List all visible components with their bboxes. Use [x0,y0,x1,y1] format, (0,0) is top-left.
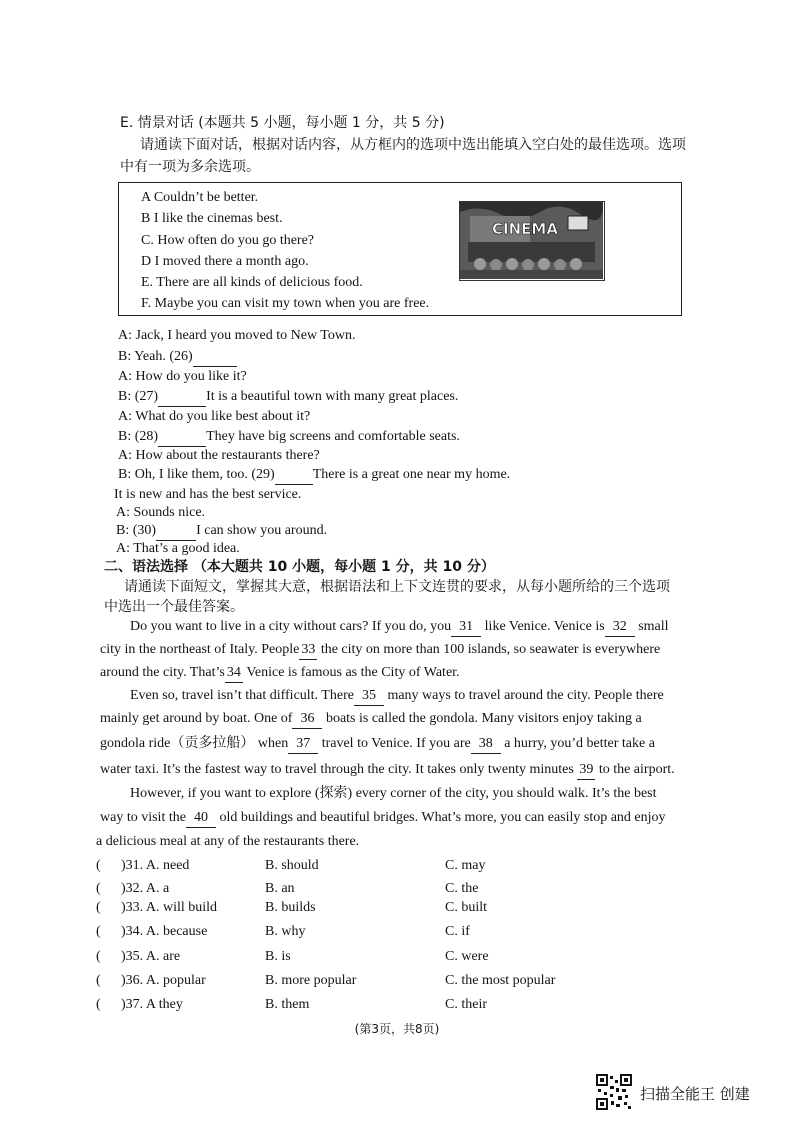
dialogue-line-2: B: Yeah. (26) [118,348,237,367]
question-35: ( )35. A. are B. is C. were [96,949,489,964]
section-ii-heading: 二、语法选择 （本大题共 10 小题，每小题 1 分，共 10 分） [104,559,495,575]
passage-p1-line-2: city in the northeast of Italy. People 33 the city on more than 100 islands, so seawater is everywhere [100,641,660,660]
passage-p2-line-2: mainly get around by boat. One of 36 boats is called the gondola. Many visitors enjoy taking a [100,710,642,729]
dialogue-line-12: A: That’s a good idea. [116,541,240,556]
passage-p2-line-4: water taxi. It’s the fastest way to travel through the city. It takes only twenty minutes 39 to the airport. [100,761,675,780]
option-f: F. Maybe you can visit my town when you are free. [141,296,430,311]
option-d: D I moved there a month ago. [141,254,309,269]
dialogue-line-5: A: What do you like best about it? [118,409,311,424]
page-footer: (第3页，共8页) [354,1022,440,1036]
cinema-sign: CINEMA [492,220,558,238]
question-37: ( )37. A they B. them C. their [96,997,487,1012]
question-31: ( )31. A. need B. should C. may [96,858,486,873]
dialogue-line-6: B: (28) They have big screens and comfortable seats. [118,428,460,447]
passage-p1-line-3: around the city. That’s 34 Venice is famous as the City of Water. [100,664,460,683]
passage-p3-line-1: However, if you want to explore (探索) every corner of the city, you should walk. It’s the best [130,786,657,801]
dialogue-line-11: B: (30) I can show you around. [116,522,327,541]
passage-p3-line-3: a delicious meal at any of the restaurants there. [96,834,360,849]
scanner-watermark-text: 扫描全能王 创建 [640,1085,750,1103]
passage-p2-line-1: Even so, travel isn’t that difficult. There 35 many ways to travel around the city. People there [130,687,664,706]
section-ii-instruction-2: 中选出一个最佳答案。 [104,599,244,615]
section-e-instruction-2: 中有一项为多余选项。 [120,159,260,175]
option-b: B I like the cinemas best. [141,211,283,226]
question-33: ( )33. A. will build B. builds C. built [96,900,488,915]
passage-p3-line-2: way to visit the 40 old buildings and beautiful bridges. What’s more, you can easily stop and enjoy [100,809,666,828]
qr-code-icon [596,1074,632,1110]
dialogue-line-1: A: Jack, I heard you moved to New Town. [118,328,356,343]
cinema-image [459,201,605,281]
question-32: ( )32. A. a B. an C. the [96,881,479,896]
dialogue-line-9: It is new and has the best service. [114,487,302,502]
section-e-instruction-1: 请通读下面对话，根据对话内容，从方框内的选项中选出能填入空白处的最佳选项。选项 [140,137,686,153]
section-ii-instruction-1: 请通读下面短文，掌握其大意，根据语法和上下文连贯的要求，从每小题所给的三个选项 [124,579,670,595]
question-34: ( )34. A. because B. why C. if [96,924,470,939]
dialogue-line-7: A: How about the restaurants there? [118,448,320,463]
cinema-illustration [460,202,603,279]
dialogue-line-3: A: How do you like it? [118,369,247,384]
dialogue-line-8: B: Oh, I like them, too. (29) There is a great one near my home. [118,466,510,485]
section-e-heading: E. 情景对话 (本题共 5 小题，每小题 1 分，共 5 分) [120,115,445,131]
option-a: A Couldn’t be better. [141,190,259,205]
options-box [118,182,682,316]
dialogue-line-10: A: Sounds nice. [116,505,206,520]
passage-p2-line-3: gondola ride（贡多拉船） when 37 travel to Venice. If you are 38 a hurry, you’d better take a [100,735,655,754]
question-36: ( )36. A. popular B. more popular C. the most popular [96,973,556,988]
option-e: E. There are all kinds of delicious food. [141,275,363,290]
option-c: C. How often do you go there? [141,233,315,248]
dialogue-line-4: B: (27) It is a beautiful town with many great places. [118,388,458,407]
passage-p1-line-1: Do you want to live in a city without cars? If you do, you 31 like Venice. Venice is 32 small [130,618,669,637]
